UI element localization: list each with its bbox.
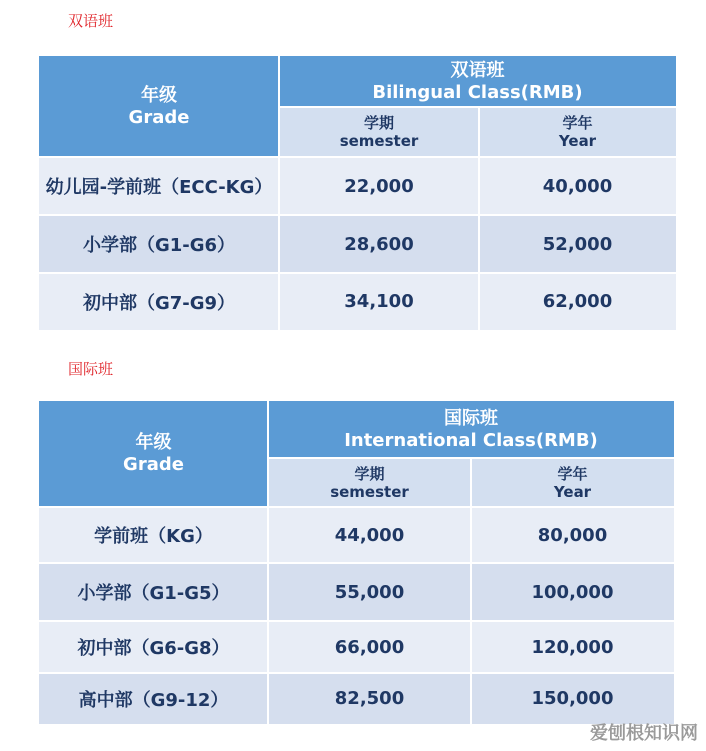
table-row-grade: 高中部（G9-12）: [39, 673, 268, 724]
year-header-en: Year: [558, 132, 597, 150]
year-header: [479, 107, 676, 157]
column-divider: [470, 458, 472, 724]
international-fee-table: [39, 401, 674, 724]
row-divider: [39, 214, 676, 216]
year-header: [471, 458, 674, 507]
table-row-grade: 初中部（G6-G8）: [39, 621, 268, 673]
table-row-semester: 22,000: [279, 157, 479, 215]
international-section-title: 国际班: [68, 360, 114, 378]
class-header-en: International Class(RMB): [344, 429, 598, 451]
row-divider: [39, 272, 676, 274]
semester-header-cn: 学期: [354, 464, 385, 483]
grade-header-en: Grade: [123, 454, 184, 475]
row-divider: [279, 106, 676, 108]
site-watermark: 爱刨根知识网: [590, 723, 698, 744]
year-header-cn: 学年: [562, 114, 593, 132]
semester-header: [279, 107, 479, 157]
year-header-en: Year: [553, 482, 592, 501]
table-row-grade: 学前班（KG）: [39, 507, 268, 563]
table-row-grade: 小学部（G1-G6）: [39, 215, 279, 273]
grade-header: [39, 56, 279, 157]
table-row-year: 100,000: [471, 563, 674, 621]
row-divider: [39, 506, 674, 508]
grade-header-cn: 年级: [135, 432, 172, 453]
table-row-semester: 28,600: [279, 215, 479, 273]
semester-header-cn: 学期: [363, 114, 394, 132]
bilingual-section-title: 双语班: [68, 12, 114, 30]
row-divider: [39, 562, 674, 564]
table-row-grade: 初中部（G7-G9）: [39, 273, 279, 330]
semester-header-en: semester: [330, 482, 409, 501]
row-divider: [39, 672, 674, 674]
semester-header: [268, 458, 471, 507]
table-row-semester: 66,000: [268, 621, 471, 673]
table-row-year: 52,000: [479, 215, 676, 273]
table-row-year: 40,000: [479, 157, 676, 215]
semester-header-en: semester: [339, 132, 419, 150]
table-row-semester: 82,500: [268, 673, 471, 724]
grade-header-cn: 年级: [141, 84, 177, 106]
class-header: [268, 401, 674, 458]
row-divider: [268, 457, 674, 459]
table-row-semester: 44,000: [268, 507, 471, 563]
table-row-grade: 幼儿园-学前班（ECC-KG）: [39, 157, 279, 215]
class-header: [279, 56, 676, 107]
class-header-en: Bilingual Class(RMB): [372, 81, 583, 103]
grade-header-en: Grade: [128, 106, 190, 128]
row-divider: [39, 156, 676, 158]
table-row-semester: 55,000: [268, 563, 471, 621]
table-row-semester: 34,100: [279, 273, 479, 330]
class-header-cn: 国际班: [444, 407, 498, 429]
class-header-cn: 双语班: [450, 59, 505, 81]
bilingual-fee-table: [39, 56, 676, 330]
table-row-year: 62,000: [479, 273, 676, 330]
table-row-year: 80,000: [471, 507, 674, 563]
grade-header: [39, 401, 268, 507]
column-divider: [278, 56, 280, 330]
table-row-grade: 小学部（G1-G5）: [39, 563, 268, 621]
table-row-year: 150,000: [471, 673, 674, 724]
table-row-year: 120,000: [471, 621, 674, 673]
row-divider: [39, 620, 674, 622]
column-divider: [478, 107, 480, 330]
year-header-cn: 学年: [557, 464, 588, 483]
